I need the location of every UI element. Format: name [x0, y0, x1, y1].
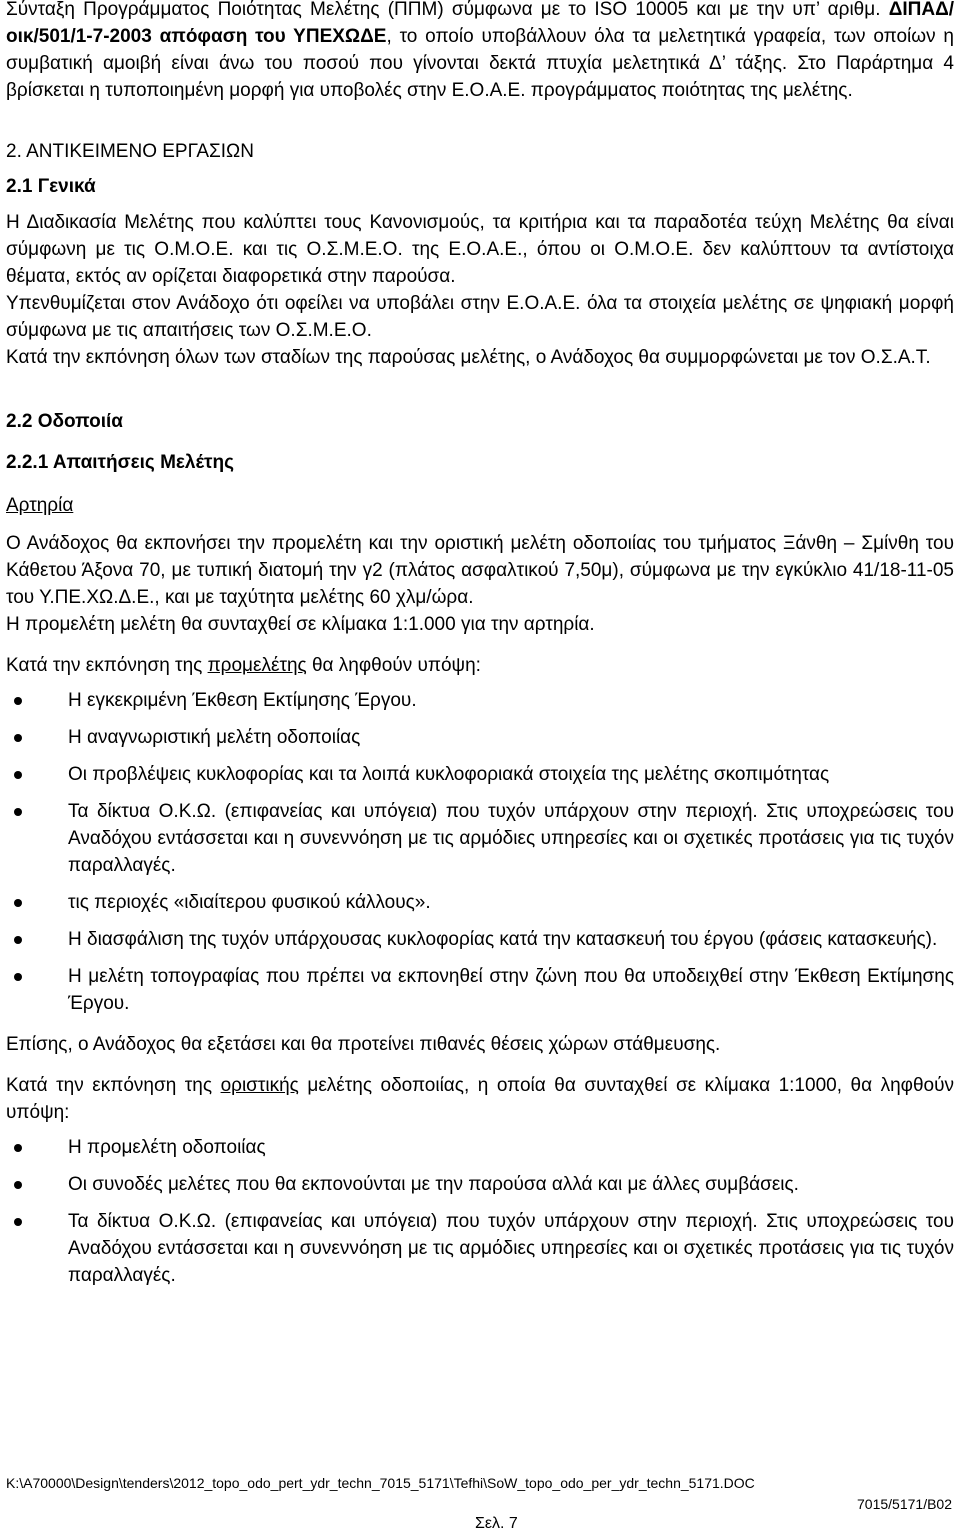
bullet-icon: [14, 1218, 22, 1226]
section-2-1-para1: Η Διαδικασία Μελέτης που καλύπτει τους Κανονισμούς, τα κριτήρια και τα παραδοτέα τεύχη Μελέτης θα είναι σύμφωνη με τις Ο.Μ.Ο.Ε. και τις Ο.Σ.Μ.Ε.Ο. της Ε.Ο.Α.Ε., όπου οι Ο.Μ.Ο.Ε. δεν καλύπτουν τα αντίστοιχα θέματα, εκτός αν ορίζεται διαφορετικά στην παρούσα.: [6, 212, 954, 287]
bullet-icon: [14, 973, 22, 981]
bullet-icon: [14, 734, 22, 742]
bullet-icon: [14, 808, 22, 816]
section-2-2-1-para1: Ο Ανάδοχος θα εκπονήσει την προμελέτη και την οριστική μελέτη οδοποιίας του τμήματος Ξάνθη – Σμίνθη του Κάθετου Άξονα 70, με τυπική διατομή την γ2 (πλάτος ασφαλτικού 7,50μ), σύμφωνα με την εγκύκλιο 41/18-11-05 του Υ.ΠΕ.ΧΩ.Δ.Ε., και με ταχύτητα μελέτης 60 χλμ/ώρα.: [6, 533, 954, 608]
preliminary-study-term: προμελέτης: [207, 655, 307, 676]
bullet-icon: [14, 936, 22, 944]
section-2-2-1-para2: Η προμελέτη μελέτη θα συνταχθεί σε κλίμακα 1:1.000 για την αρτηρία.: [6, 614, 595, 635]
list-item: Η διασφάλιση της τυχόν υπάρχουσας κυκλοφορίας κατά την κατασκευή του έργου (φάσεις κατασκευής).: [6, 926, 954, 953]
section-2-1-para2: Υπενθυμίζεται στον Ανάδοχο ότι οφείλει να υποβάλει στην Ε.Ο.Α.Ε. όλα τα στοιχεία μελέτης σε ψηφιακή μορφή σύμφωνα με τις απαιτήσεις των Ο.Σ.Μ.Ε.Ο.: [6, 293, 954, 341]
preliminary-study-list: [6, 687, 954, 1017]
section-2-1-title: 2.1 Γενικά: [6, 176, 96, 197]
final-study-term: οριστικής: [220, 1075, 299, 1096]
intro-line2-prefix: αριθμ.: [827, 0, 889, 20]
intro-paragraph: [6, 0, 954, 104]
list-item: Οι προβλέψεις κυκλοφορίας και τα λοιπά κυκλοφοριακά στοιχεία της μελέτης σκοπιμότητας: [6, 761, 954, 788]
list-item: Η αναγνωριστική μελέτη οδοποιίας: [6, 724, 954, 751]
list-item: Η εγκεκριμένη Έκθεση Εκτίμησης Έργου.: [6, 687, 954, 714]
decision-reference: ΔΙΠΑΔ/οικ/501/1-7-2003 απόφαση του ΥΠΕΧΩΔΕ: [6, 0, 954, 47]
section-2-1-para3: Κατά την εκπόνηση όλων των σταδίων της παρούσας μελέτης, ο Ανάδοχος θα συμμορφώνεται με τον Ο.Σ.Α.Τ.: [6, 347, 931, 368]
list-item: Η προμελέτη οδοποιίας: [6, 1134, 954, 1161]
intro-line2-rest: , το οποίο υποβάλλουν όλα τα μελετητικά γραφεία, των οποίων η συμβατική αμοιβή είναι άνω του ποσού που γίνονται δεκτά πτυχία μελετητικά Δ’ τάξης. Στο Παράρτημα 4 βρίσκεται η τυποποιημένη μορφή για υποβολές στην Ε.Ο.Α.Ε. προγράμματος ποιότητας της μελέτης.: [6, 26, 954, 101]
list-item: Τα δίκτυα Ο.Κ.Ω. (επιφανείας και υπόγεια) που τυχόν υπάρχουν στην περιοχή. Στις υποχρεώσεις του Αναδόχου εντάσσεται και η συνεννόηση με τις αρμόδιες υπηρεσίες και οι σχετικές προτάσεις για τις τυχόν παραλλαγές.: [6, 1208, 954, 1289]
parking-paragraph: Επίσης, ο Ανάδοχος θα εξετάσει και θα προτείνει πιθανές θέσεις χώρων στάθμευσης.: [6, 1034, 721, 1055]
list-item: Τα δίκτυα Ο.Κ.Ω. (επιφανείας και υπόγεια) που τυχόν υπάρχουν στην περιοχή. Στις υποχρεώσεις του Αναδόχου εντάσσεται και η συνεννόηση με τις αρμόδιες υπηρεσίες και οι σχετικές προτάσεις για τις τυχόν παραλλαγές.: [6, 798, 954, 879]
arterial-subheading: Αρτηρία: [6, 495, 74, 516]
footer-document-code: 7015/5171/B02: [857, 1496, 952, 1512]
final-study-intro: Κατά την εκπόνηση της οριστικής μελέτης οδοποιίας, η οποία θα συνταχθεί σε κλίμακα 1:1000, θα ληφθούν υπόψη:: [6, 1075, 954, 1123]
bullet-icon: [14, 1144, 22, 1152]
intro-line1: Σύνταξη Προγράμματος Ποιότητας Μελέτης (ΠΠΜ) σύμφωνα με το ISO 10005 και με την υπ’: [6, 0, 820, 20]
list-item: Οι συνοδές μελέτες που θα εκπονούνται με την παρούσα αλλά και με άλλες συμβάσεις.: [6, 1171, 954, 1198]
final-study-list: [6, 1134, 954, 1289]
footer-file-path: K:\A70000\Design\tenders\2012_topo_odo_pert_ydr_techn_7015_5171\Tefhi\SoW_topo_odo_per_ydr_techn_5171.DOC: [6, 1475, 755, 1491]
preliminary-study-intro: Κατά την εκπόνηση της προμελέτης θα ληφθούν υπόψη:: [6, 655, 481, 676]
page-number: Σελ. 7: [475, 1515, 518, 1532]
list-item: τις περιοχές «ιδιαίτερου φυσικού κάλλους».: [6, 889, 954, 916]
bullet-icon: [14, 1181, 22, 1189]
bullet-icon: [14, 697, 22, 705]
list-item: Η μελέτη τοπογραφίας που πρέπει να εκπονηθεί στην ζώνη που θα υποδειχθεί στην Έκθεση Εκτίμησης Έργου.: [6, 963, 954, 1017]
section-2-title: 2. ΑΝΤΙΚΕΙΜΕΝΟ ΕΡΓΑΣΙΩΝ: [6, 141, 254, 162]
section-2-2-1-title: 2.2.1 Απαιτήσεις Μελέτης: [6, 452, 235, 473]
section-2-2-title: 2.2 Οδοποιία: [6, 411, 123, 432]
bullet-icon: [14, 899, 22, 907]
bullet-icon: [14, 771, 22, 779]
